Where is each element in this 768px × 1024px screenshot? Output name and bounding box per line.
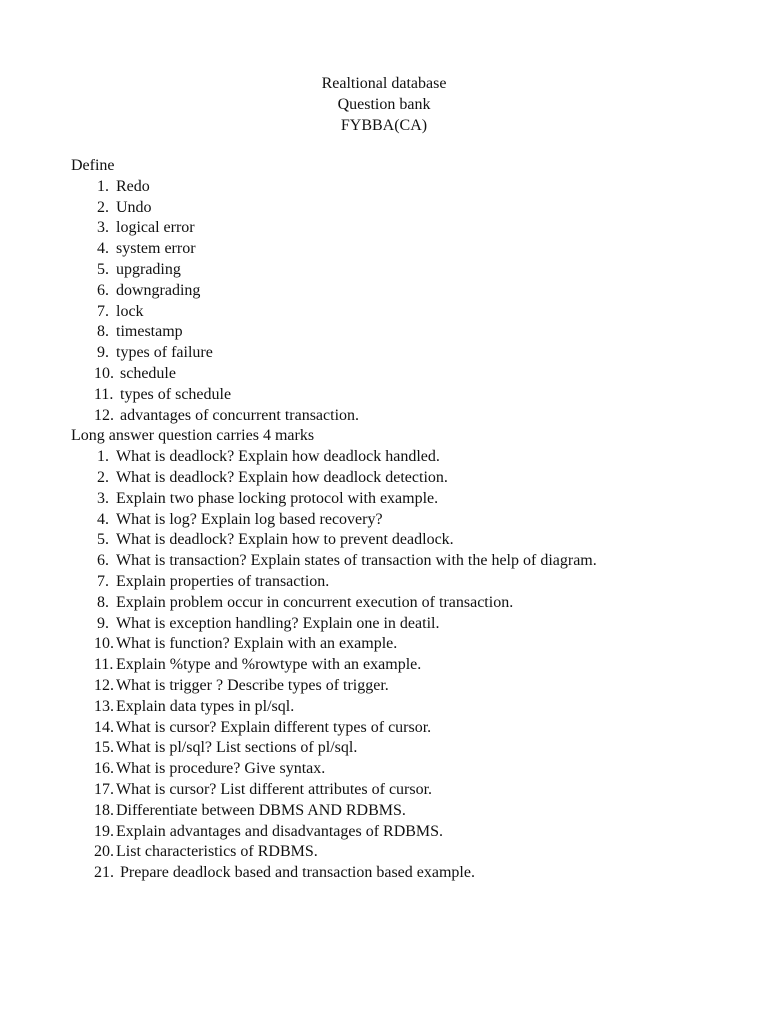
item-number: 14. xyxy=(94,718,114,736)
item-text: What is cursor? List different attributes of cursor. xyxy=(116,780,433,798)
item-text: types of schedule xyxy=(120,385,232,403)
item-text: Explain properties of transaction. xyxy=(116,572,330,590)
document-header xyxy=(0,73,768,136)
list-item xyxy=(71,177,731,198)
item-text: What is deadlock? Explain how to prevent deadlock. xyxy=(116,531,454,549)
item-text: upgrading xyxy=(116,260,181,278)
list-item xyxy=(71,406,731,427)
item-number: 1. xyxy=(97,448,109,466)
item-text: Redo xyxy=(116,177,150,195)
list-item xyxy=(71,655,731,676)
document-body xyxy=(71,156,731,884)
list-item xyxy=(71,530,731,551)
list-item xyxy=(71,780,731,801)
list-item xyxy=(71,468,731,489)
list-item xyxy=(71,822,731,843)
item-text: What is deadlock? Explain how deadlock handled. xyxy=(116,448,440,466)
item-number: 13. xyxy=(94,697,114,715)
list-item xyxy=(71,551,731,572)
item-number: 5. xyxy=(97,260,109,278)
list-item xyxy=(71,759,731,780)
item-text: types of failure xyxy=(116,344,213,362)
item-number: 11. xyxy=(94,656,114,674)
item-number: 17. xyxy=(94,780,114,798)
item-text: Explain data types in pl/sql. xyxy=(116,697,295,715)
item-number: 1. xyxy=(97,177,109,195)
item-number: 8. xyxy=(97,593,109,611)
header-subtitle: Question bank xyxy=(337,96,431,113)
item-text: timestamp xyxy=(116,323,183,341)
list-item xyxy=(71,447,731,468)
list-item xyxy=(71,801,731,822)
list-item xyxy=(71,614,731,635)
item-number: 5. xyxy=(97,531,109,549)
list-item xyxy=(71,281,731,302)
define-list xyxy=(71,177,731,427)
long-answer-heading: Long answer question carries 4 marks xyxy=(71,427,315,445)
item-text: What is cursor? Explain different types of cursor. xyxy=(116,718,432,736)
item-number: 4. xyxy=(97,240,109,258)
item-number: 18. xyxy=(94,801,114,819)
item-text: advantages of concurrent transaction. xyxy=(120,406,360,424)
item-text: What is exception handling? Explain one in deatil. xyxy=(116,614,440,632)
item-text: Explain two phase locking protocol with example. xyxy=(116,489,439,507)
list-item xyxy=(71,385,731,406)
item-text: schedule xyxy=(120,364,176,382)
item-text: What is trigger ? Describe types of trigger. xyxy=(116,676,389,694)
item-number: 20. xyxy=(94,843,114,861)
item-number: 10. xyxy=(94,635,114,653)
item-text: What is transaction? Explain states of transaction with the help of diagram. xyxy=(116,552,597,570)
list-item xyxy=(71,302,731,323)
define-heading: Define xyxy=(71,157,115,174)
list-item xyxy=(71,322,731,343)
list-item xyxy=(71,343,731,364)
item-text: What is function? Explain with an example. xyxy=(116,635,398,653)
list-item xyxy=(71,593,731,614)
item-number: 3. xyxy=(97,219,109,237)
item-text: lock xyxy=(116,302,144,320)
item-number: 2. xyxy=(97,468,109,486)
item-number: 2. xyxy=(97,198,109,216)
list-item xyxy=(71,863,731,884)
list-item xyxy=(71,572,731,593)
item-text: logical error xyxy=(116,219,195,237)
list-item xyxy=(71,718,731,739)
list-item xyxy=(71,842,731,863)
item-text: Explain problem occur in concurrent execution of transaction. xyxy=(116,593,514,611)
list-item xyxy=(71,697,731,718)
item-number: 12. xyxy=(94,676,114,694)
item-text: What is deadlock? Explain how deadlock detection. xyxy=(116,468,448,486)
item-text: Undo xyxy=(116,198,152,216)
list-item xyxy=(71,239,731,260)
item-text: Differentiate between DBMS AND RDBMS. xyxy=(116,801,406,819)
item-number: 15. xyxy=(94,739,114,757)
list-item xyxy=(71,489,731,510)
header-class: FYBBA(CA) xyxy=(340,117,428,134)
item-text: Explain %type and %rowtype with an example. xyxy=(116,656,422,674)
list-item xyxy=(71,634,731,655)
item-text: downgrading xyxy=(116,281,201,299)
item-number: 16. xyxy=(94,760,114,778)
item-number: 12. xyxy=(94,406,114,424)
item-text: What is procedure? Give syntax. xyxy=(116,760,326,778)
item-text: List characteristics of RDBMS. xyxy=(116,843,318,861)
list-item xyxy=(71,260,731,281)
item-text: Explain advantages and disadvantages of RDBMS. xyxy=(116,822,444,840)
list-item xyxy=(71,364,731,385)
item-text: What is pl/sql? List sections of pl/sql. xyxy=(116,739,358,757)
item-text: What is log? Explain log based recovery? xyxy=(116,510,383,528)
item-number: 9. xyxy=(97,614,109,632)
item-number: 11. xyxy=(94,385,114,403)
item-number: 8. xyxy=(97,323,109,341)
item-number: 7. xyxy=(97,302,109,320)
item-number: 3. xyxy=(97,489,109,507)
list-item xyxy=(71,738,731,759)
item-number: 6. xyxy=(97,281,109,299)
list-item xyxy=(71,218,731,239)
item-number: 9. xyxy=(97,344,109,362)
item-text: system error xyxy=(116,240,196,258)
list-item xyxy=(71,198,731,219)
list-item xyxy=(71,676,731,697)
item-text: Prepare deadlock based and transaction based example. xyxy=(120,864,475,882)
item-number: 4. xyxy=(97,510,109,528)
item-number: 6. xyxy=(97,552,109,570)
item-number: 21. xyxy=(94,864,114,882)
header-title: Realtional database xyxy=(321,75,447,92)
item-number: 10. xyxy=(94,364,114,382)
item-number: 7. xyxy=(97,572,109,590)
item-number: 19. xyxy=(94,822,114,840)
list-item xyxy=(71,510,731,531)
long-answer-list xyxy=(71,447,731,884)
